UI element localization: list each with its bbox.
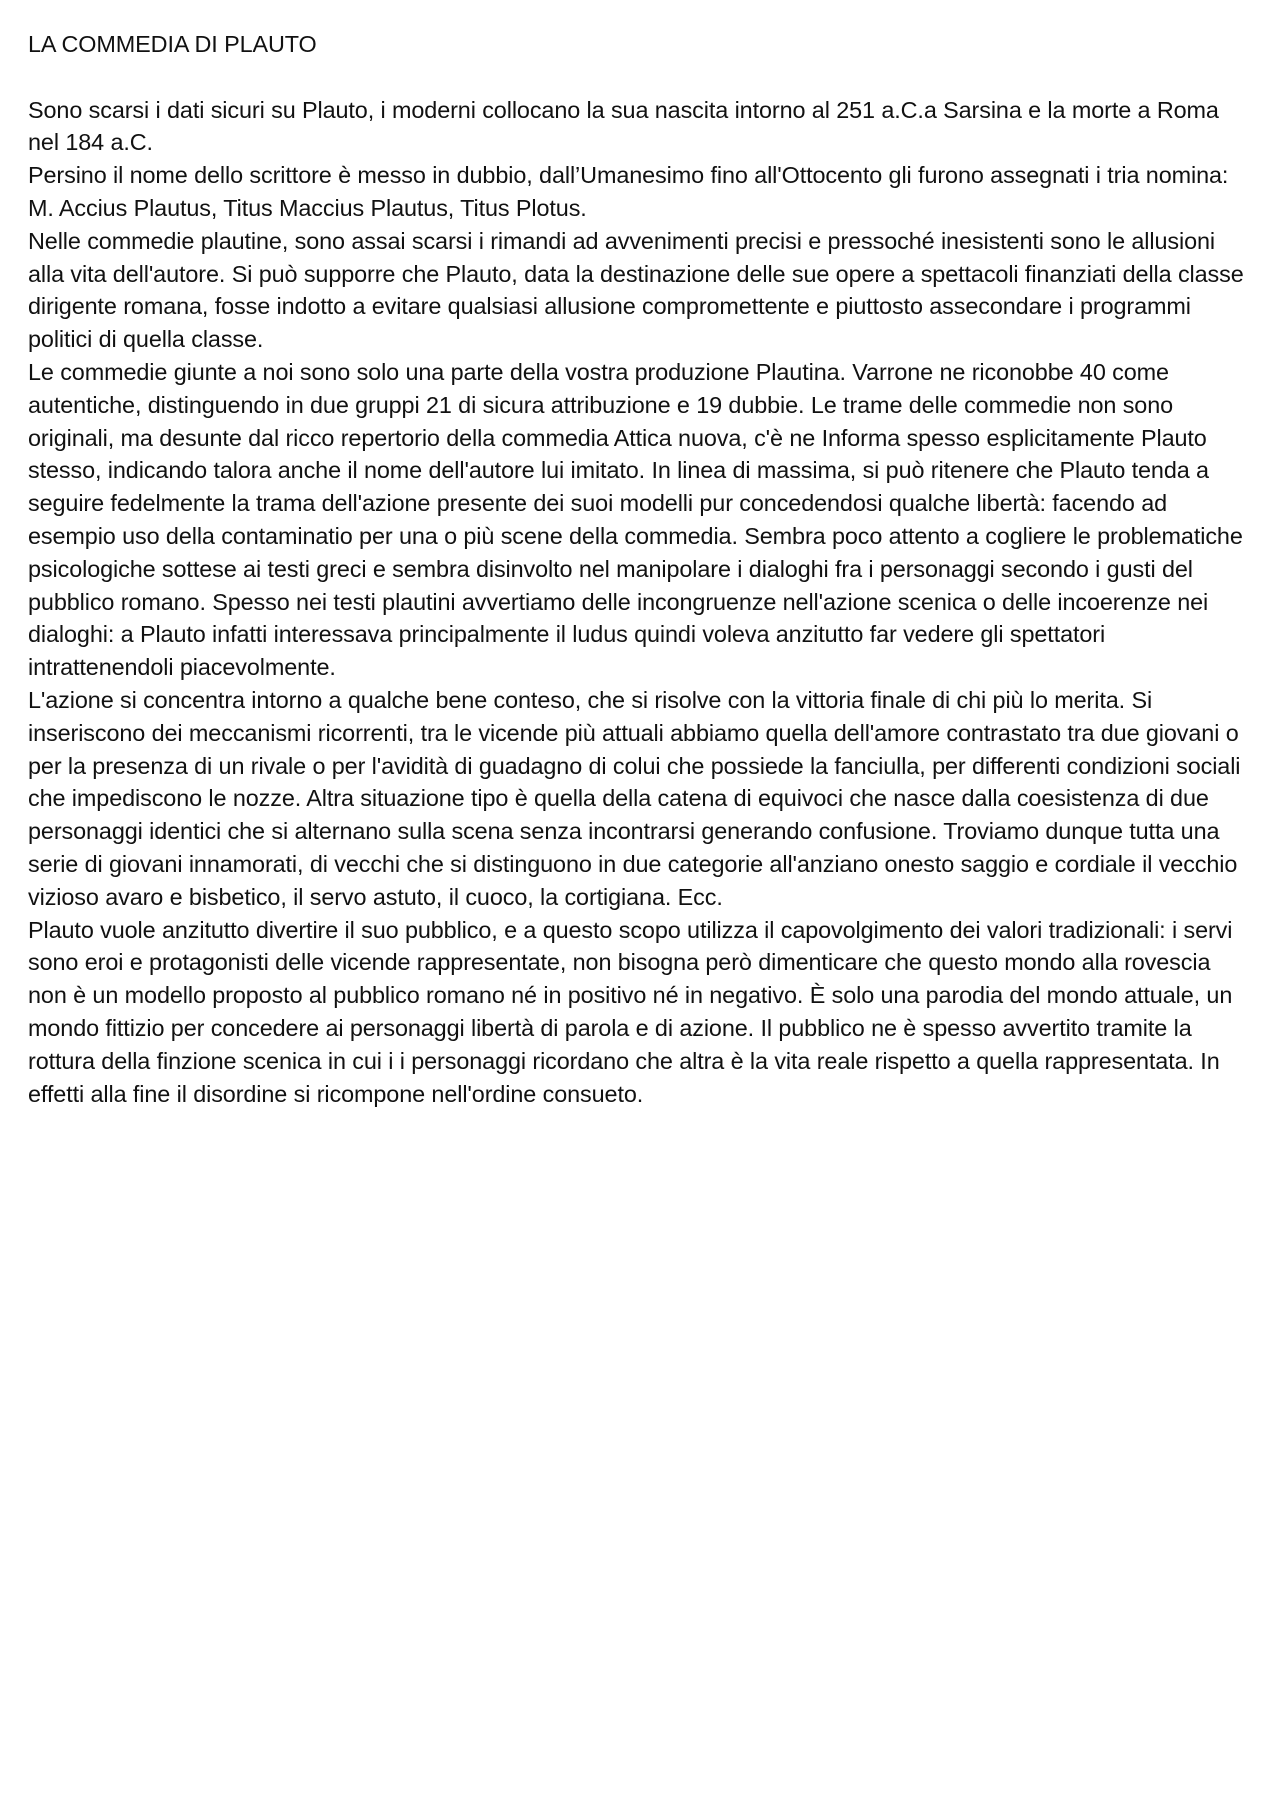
blank-line bbox=[28, 61, 1252, 94]
paragraph-values: Plauto vuole anzitutto divertire il suo pubblico, e a questo scopo utilizza il capovolgimento dei valori tradizionali: i servi sono eroi e protagonisti delle vicende rappresentate, non bisogna però dimenticare che questo mondo alla rovescia non è un modello proposto al pubblico romano né in positivo né in negativo. È solo una parodia del mondo attuale, un mondo fittizio per concedere ai personaggi libertà di parola e di azione. Il pubblico ne è spesso avvertito tramite la rottura della finzione scenica in cui i i personaggi ricordano che altra è la vita reale rispetto a quella rappresentata. In effetti alla fine il disordine si ricompone nell'ordine consueto. bbox=[28, 916, 1233, 1107]
paragraph-works: Le commedie giunte a noi sono solo una parte della vostra produzione Plautina. Varrone ne riconobbe 40 come autentiche, distinguendo in due gruppi 21 di sicura attribuzione e 19 dubbie. Le trame delle commedie non sono originali, ma desunte dal ricco repertorio della commedia Attica nuova, c'è ne Informa spesso esplicitamente Plauto stesso, indicando talora anche il nome dell'autore lui imitato. In linea di massima, si può ritenere che Plauto tenda a seguire fedelmente la trama dell'azione presente dei suoi modelli pur concedendosi qualche libertà: facendo ad esempio uso della contaminatio per una o più scene della commedia. Sembra poco attento a cogliere le problematiche psicologiche sottese ai testi greci e sembra disinvolto nel manipolare i dialoghi fra i personaggi secondo i gusti del pubblico romano. Spesso nei testi plautini avvertiamo delle incongruenze nell'azione scenica o delle incoerenze nei dialoghi: a Plauto infatti interessava principalmente il ludus quindi voleva anzitutto far vedere gli spettatori intrattenendoli piacevolmente. bbox=[28, 358, 1243, 681]
paragraph-allusions: Nelle commedie plautine, sono assai scarsi i rimandi ad avvenimenti precisi e pressoché inesistenti sono le allusioni alla vita dell'autore. Si può supporre che Plauto, data la destinazione delle sue opere a spettacoli finanziati della classe dirigente romana, fosse indotto a evitare qualsiasi allusione compromettente e piuttosto assecondare i programmi politici di quella classe. bbox=[28, 227, 1244, 353]
paragraph-plot: L'azione si concentra intorno a qualche bene conteso, che si risolve con la vittoria finale di chi più lo merita. Si inseriscono dei meccanismi ricorrenti, tra le vicende più attuali abbiamo quella dell'amore contrastato tra due giovani o per la presenza di un rivale o per l'avidità di guadagno di colui che possiede la fanciulla, per differenti condizioni sociali che impediscono le nozze. Altra situazione tipo è quella della catena di equivoci che nasce dalla coesistenza di due personaggi identici che si alternano sulla scena senza incontrarsi generando confusione. Troviamo dunque tutta una serie di giovani innamorati, di vecchi che si distinguono in due categorie all'anziano onesto saggio e cordiale il vecchio vizioso avaro e bisbetico, il servo astuto, il cuoco, la cortigiana. Ecc. bbox=[28, 686, 1241, 910]
document-title: LA COMMEDIA DI PLAUTO bbox=[28, 31, 317, 57]
paragraph-name: Persino il nome dello scrittore è messo in dubbio, dall’Umanesimo fino all'Ottocento gli furono assegnati i tria nomina: M. Accius Plautus, Titus Maccius Plautus, Titus Plotus. bbox=[28, 162, 1229, 221]
paragraph-birth-death: Sono scarsi i dati sicuri su Plauto, i moderni collocano la sua nascita intorno al 251 a.C.a Sarsina e la morte a Roma nel 184 a.C. bbox=[28, 96, 1219, 156]
document-page bbox=[28, 28, 1252, 1110]
